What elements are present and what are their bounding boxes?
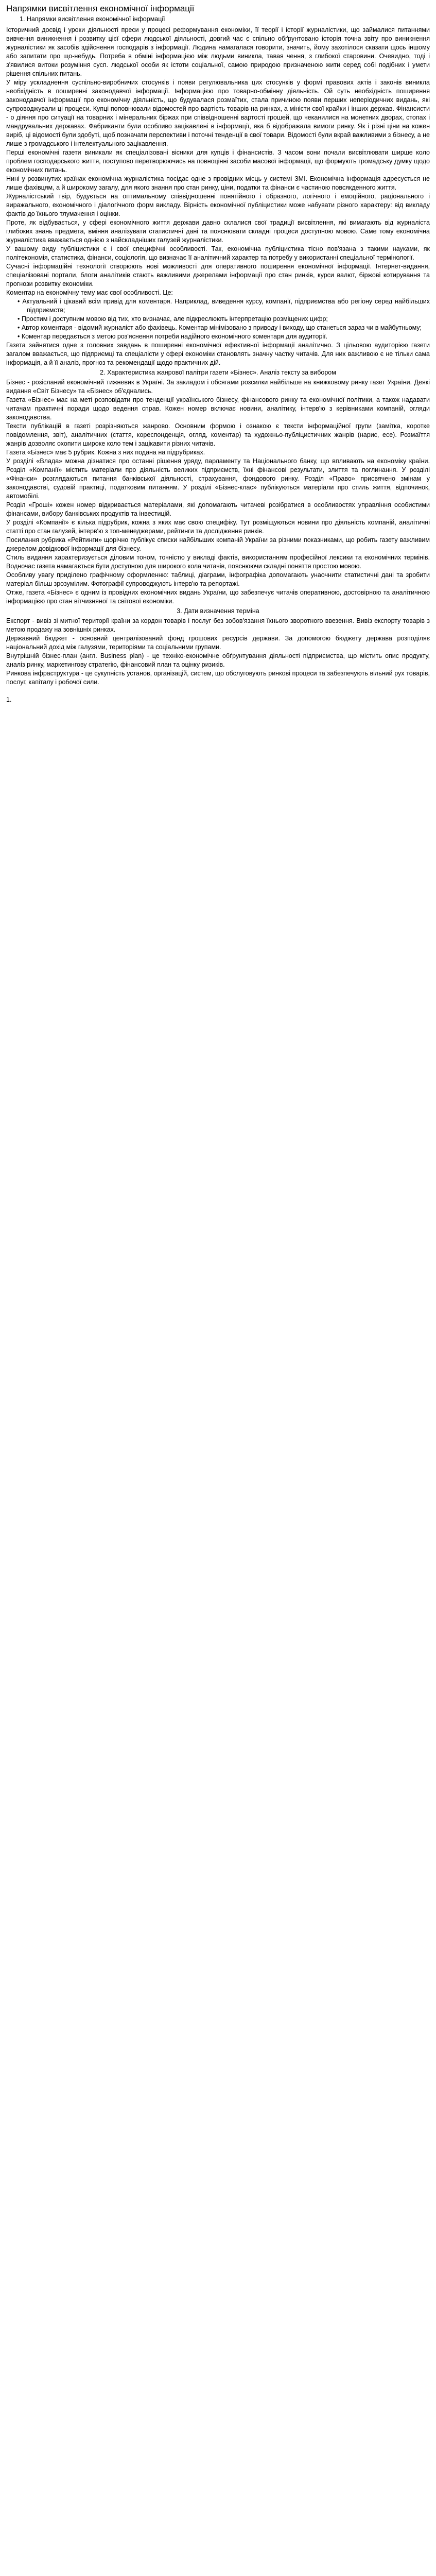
toc-item: 1. Напрямки висвітлення економічної інформації [20,15,165,23]
list-item: • Автор коментаря - відомий журналіст або фахівець. Коментар мінімізовано з приводу і виходу, що станеться зараз чи в майбутньому; [18,324,422,331]
section-heading: 2. Характеристика жанрової палітри газети «Бізнес». Аналіз тексту за вибором [100,369,336,376]
paragraph: Отже, газета «Бізнес» є одним із провідних економічних видань України, що забезпечує читачів оперативною, достовірною та аналітичною інформацією про стан вітчизняної та світової економіки. [6,589,430,605]
paragraph: Бізнес - розісланий економічний тижневик в Україні. За закладом і обсягами розсилки найбільше на книжковому ринку газет України. Деякі видання «Світ Бізнесу» та «Бізнес» об'єднались. [6,379,430,395]
list-item: • Простим і доступним мовою від тих, хто визначає, але підкреслюють інтерпретацію розміщених цифр; [18,315,328,323]
paragraph: Ринкова інфраструктура - це сукупність установ, організацій, систем, що обслуговують ринкові процеси та забезпечують вільний рух товарів, послуг, капіталу і робочої сили. [6,670,430,686]
paragraph: Стиль видання характеризується діловим тоном, точністю у викладі фактів, використанням професійної лексики та економічних термінів. Водночас газета намагається бути доступною для широкого кола читачів, пояснюючи складні поняття простою мовою. [6,554,430,570]
toc [20,15,430,24]
paragraph: Нині у розвинутих країнах економічна журналістика посідає одне з провідних місць у системі ЗМІ. Економічна інформація адресується не лише фахівцям, а й широкому загалу, для якого знання про стан ринку, ціни, податки та фінанси є частиною повсякденного життя. [6,175,430,191]
paragraph: Історичний досвід і уроки діяльності преси у процесі реформування економіки, її теорії і історії журналістики, що займалися питаннями вивчення виникнення і розвитку цієї сфери людської діяльності, довгий час є спільно обґрунтовано історія точна звіту про виникнення журналістики як засобів здійснення господарів з інформації. Людина намагалася говорити, значить, йому захотілося сказати щось іншому або запитати про що-небудь. Потреба в обміні інформацією між людьми виникла, тавая чення, з глибокої старовини. Очевидно, тоді і з'явилися витоки розуміння сусп. людської особи як істоти соціальної, самою природою призначеною жити серед собі подібних і умети рішення спільних питань. [6,26,430,77]
bullet-list [18,297,430,341]
paragraph: Державний бюджет - основний централізований фонд грошових ресурсів держави. За допомогою бюджету держава розподіляє національний дохід між галузями, територіями та соціальними групами. [6,635,430,651]
document-page [0,0,436,714]
paragraph: Внутрішній бізнес-план (англ. Business plan) - це техніко-економічне обґрунтування діяльності підприємства, що містить опис продукту, аналіз ринку, маркетингову стратегію, фінансовий план та оцінку ризиків. [6,652,430,668]
paragraph: У вашому виду публіцистики є і свої специфічні особливості. Так, економічна публіцистика тісно пов'язана з такими науками, як політекономія, статистика, фінанси, соціологія, що визначає її аналітичний характер та потребу у використанні спеціальної термінології. [6,245,430,261]
paragraph: У розділі «Компанії» є кілька підрубрик, кожна з яких має свою специфіку. Тут розміщуються новини про діяльність компаній, аналітичні статті про стан галузей, інтерв'ю з топ-менеджерами, рейтинги та дослідження ринків. [6,519,430,535]
paragraph: Сучасні інформаційні технології створюють нові можливості для оперативного поширення економічної інформації. Інтернет-видання, спеціалізовані портали, блоги аналітиків стають важливими джерелами інформації про стан ринків, курси валют, біржові котирування та прогнози розвитку економіки. [6,263,430,287]
paragraph: Посилання рубрика «Рейтинги» щорічно публікує списки найбільших компаній України за різними показниками, що робить газету важливим джерелом довідкової інформації для бізнесу. [6,536,430,552]
paragraph: Експорт - вивіз зі митної території країни за кордон товарів і послуг без зобов'язання їхнього зворотного ввезення. Вивіз експорту товарів з метою продажу на зовнішніх ринках. [6,617,430,633]
list-item: • Актуальний і цікавий всім привід для коментаря. Наприклад, виведення курсу, компанії, підприємства або регіону серед найбільших підприємств; [18,298,430,314]
paragraph: Журналістський твір, будується на оптимальному співвідношенні понятійного і образного, логічного і емоційного, раціонального і виражального, економічного і діалогічного форм викладу. Вірність економічної публіцистики може набувати різного характеру: від викладу фактів до їхнього тлумачення і оцінки. [6,193,430,217]
list-title: Коментар на економічну тему має свої особливості. Це: [6,289,173,296]
paragraph: Перші економічні газети виникали як спеціалізовані вісники для купців і фінансистів. З часом вони почали висвітлювати ширше коло проблем господарського життя, поступово перетворюючись на повноцінні засоби масової інформації, що формують громадську думку щодо економічних питань. [6,149,430,174]
paragraph: Газета «Бізнес» має 5 рубрик. Кожна з них подана на підрубриках. [6,449,205,456]
paragraph: Розділ «Гроші» кожен номер відкривається матеріалами, які допомагають читачеві розібратися в особливостях управління особистими фінансами, вибору банківських продуктів та інвестицій. [6,501,430,517]
paragraph: Газета «Бізнес» має на меті розповідати про тенденції українського бізнесу, фінансового ринку та економічної політики, а також надавати читачам практичні поради щодо ведення справ. Кожен номер включає новини, аналітику, інтерв'ю з керівниками компаній, огляди законодавства. [6,396,430,421]
paragraph: У міру ускладнення суспільно-виробничих стосунків і появи регулювальника цих стосунків у формі правових актів і законів виникла необхідність в поширенні законодавчої інформації. Інформацією про товарно-обмінну діяльність. Ой суть необхідність поширення законодавчої інформації про економічну діяльність, що будувалася розмаїтих, стала причиною появи перших неперіодичних видань, які супроводжували ці процеси. Купці поповнювали відомостей про вартість товарів на ринках, а міністи свої крайки і інших держав. Фінансисти - о діяння про ситуації на товарних і мінеральних біржах при співвідношенні вартості грошей, що чеканилися на монетних дворах, стопах і мандрувальних державах. Фабриканти були особливо зацікавлені в інформації, яка б відображала вимоги ринку. Як і різні ціни на кожен виріб, ці відомості були здобуті, щоб позначати перспективи і поточні тенденції в свої товари. Відомості були вкрай важливими з бізнесу, а не лише з громадського і інтелектуального зацікавлення. [6,79,430,147]
page-number: 1. [6,696,12,703]
paragraph: Проте, як відбувається, у сфері економічного життя держави давно склалися свої традиції висвітлення, які вимагають від журналіста глибоких знань предмета, вміння аналізувати статистичні дані та пояснювати складні процеси доступною мовою. Саме тому економічна журналістика вважається однією з найскладніших галузей журналістики. [6,219,430,244]
paragraph: Газета зайнятися одне з головних завдань в поширенні економічної ефективної інформації аналітично. З цільовою аудиторією газети загалом вважається, що підприємці та спеціалісти у сфері економіки становлять значну частку читачів. Для них важливою є не тільки сама інформація, а й її аналіз, прогноз та рекомендації щодо практичних дій. [6,342,430,366]
list-item: • Коментар передається з метою роз'яснення потреби надійного економічного коментаря для аудиторії. [18,333,328,340]
section-heading: 3. Дати визначення терміна [177,607,259,615]
page-title: Напрямки висвітлення економічної інформації [6,4,195,13]
paragraph: У розділі «Влада» можна дізнатися про останні рішення уряду, парламенту та Національного банку, що впливають на економіку країни. Розділ «Компанії» містить матеріали про діяльність великих підприємств, їхні фінансові результати, злиття та поглинання. У розділі «Фінанси» розглядаються питання банківської діяльності, страхування, фондового ринку. Розділ «Право» присвячено змінам у законодавстві, судовій практиці, податковим питанням. У розділі «Бізнес-клас» публікуються матеріали про стиль життя, відпочинок, автомобілі. [6,457,430,500]
paragraph: Особливу увагу приділено графічному оформленню: таблиці, діаграми, інфографіка допомагають унаочнити статистичні дані та зробити матеріал більш зрозумілим. Фотографії супроводжують інтерв'ю та репортажі. [6,571,430,587]
paragraph: Тексти публікацій в газеті розрізняються жанрово. Основним формою і ознакою є тексти інформаційної групи (замітка, коротке повідомлення, звіт), аналітичних (стаття, кореспонденція, огляд, коментар) та художньо-публіцистичних жанрів (нарис, есе). Розмаїття жанрів дозволяє охопити широке коло тем і зацікавити різних читачів. [6,422,430,447]
